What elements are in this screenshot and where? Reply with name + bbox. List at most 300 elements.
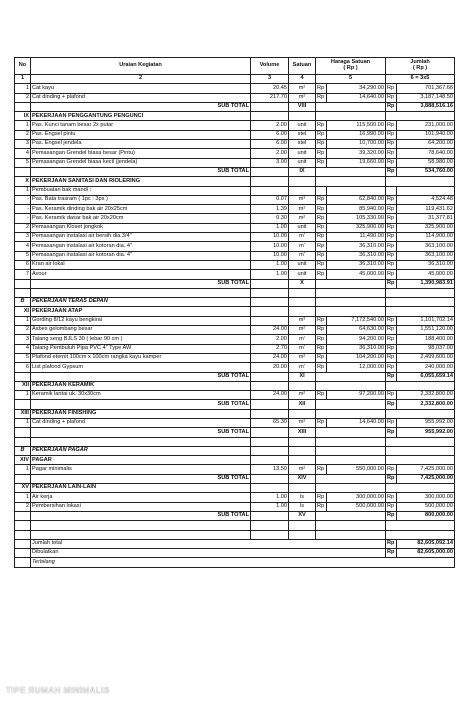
section-unit bbox=[289, 177, 316, 186]
row-price-currency: Rp bbox=[316, 121, 327, 130]
subtotal-no bbox=[15, 167, 31, 176]
subtotal-total: 2,332,800.00 bbox=[397, 400, 455, 409]
table-row bbox=[15, 335, 455, 344]
row-description: Pemasangan Grendel biasa kecil (jendela) bbox=[31, 158, 251, 167]
row-description: Pembersihan lokasi bbox=[31, 502, 251, 511]
header-num-5: 5 bbox=[316, 75, 386, 84]
row-unit-price: 115,500.00 bbox=[327, 121, 386, 130]
header-jumlah-line2: ( Rp ) bbox=[412, 65, 428, 71]
row-volume: 3.00 bbox=[251, 158, 289, 167]
row-description: Keramik lantai uk. 30x30cm bbox=[31, 391, 251, 400]
row-description: Pemasangan Grendel biasa besar (Pintu) bbox=[31, 149, 251, 158]
row-total: 45,000.00 bbox=[397, 270, 455, 279]
table-row bbox=[15, 465, 455, 474]
table-row bbox=[15, 326, 455, 335]
row-no: - bbox=[15, 205, 31, 214]
row-unit-price: 105,330.00 bbox=[327, 214, 386, 223]
row-volume: 10.00 bbox=[251, 251, 289, 260]
table-row bbox=[15, 242, 455, 251]
subtotal-volume bbox=[251, 511, 289, 520]
row-unit: m² bbox=[289, 205, 316, 214]
terbilang-no bbox=[15, 558, 31, 567]
division-unit bbox=[289, 298, 316, 307]
row-description: Talang Pembuluh Pipa PVC 4" Type AW bbox=[31, 344, 251, 353]
division-letter: B bbox=[15, 298, 31, 307]
summary-row bbox=[15, 549, 455, 558]
row-unit-price: 14,640.00 bbox=[327, 93, 386, 102]
row-unit: m² bbox=[289, 353, 316, 362]
row-unit-price: 500,000.00 bbox=[327, 502, 386, 511]
row-volume: 2.70 bbox=[251, 344, 289, 353]
row-total-currency: Rp bbox=[386, 316, 397, 325]
row-unit: m' bbox=[289, 242, 316, 251]
summary-label: Dibulatkan bbox=[31, 549, 386, 558]
subtotal-roman: XII bbox=[289, 400, 316, 409]
row-total: 955,992.00 bbox=[397, 418, 455, 427]
row-description: Cat dinding + plafond bbox=[31, 418, 251, 427]
row-unit: unit bbox=[289, 158, 316, 167]
subtotal-volume bbox=[251, 474, 289, 483]
subtotal-no bbox=[15, 474, 31, 483]
blank-no bbox=[15, 521, 31, 530]
blank-unit bbox=[289, 288, 316, 297]
row-unit: ls bbox=[289, 493, 316, 502]
row-total: 1,551,120.00 bbox=[397, 326, 455, 335]
row-total-currency: Rp bbox=[386, 493, 397, 502]
section-no: XV bbox=[15, 484, 31, 493]
row-total: 231,000.00 bbox=[397, 121, 455, 130]
table-row bbox=[15, 260, 455, 269]
row-total-currency: Rp bbox=[386, 270, 397, 279]
row-description: Kran air lokal bbox=[31, 260, 251, 269]
row-price-currency: Rp bbox=[316, 158, 327, 167]
header-number-row bbox=[15, 75, 455, 84]
subtotal-label: SUB TOTAL bbox=[31, 400, 251, 409]
subtotal-price bbox=[316, 511, 386, 520]
row-price-currency: Rp bbox=[316, 493, 327, 502]
section-title: PEKERJAAN FINISHING bbox=[31, 409, 251, 418]
row-no: 1 bbox=[15, 186, 31, 195]
row-total: 58,980.00 bbox=[397, 158, 455, 167]
row-total: 2,499,600.00 bbox=[397, 353, 455, 362]
row-unit-price: 34,290.00 bbox=[327, 84, 386, 93]
row-unit: unit bbox=[289, 270, 316, 279]
row-price-currency: Rp bbox=[316, 465, 327, 474]
table-row bbox=[15, 418, 455, 427]
subtotal-roman: XI bbox=[289, 372, 316, 381]
row-unit: m² bbox=[289, 214, 316, 223]
subtotal-price bbox=[316, 474, 386, 483]
section-volume bbox=[251, 409, 289, 418]
row-price-currency: Rp bbox=[316, 130, 327, 139]
section-total bbox=[386, 177, 455, 186]
subtotal-no bbox=[15, 372, 31, 381]
blank-no bbox=[15, 530, 31, 539]
subtotal-label: SUB TOTAL bbox=[31, 167, 251, 176]
subtotal-currency: Rp bbox=[386, 167, 397, 176]
summary-row bbox=[15, 539, 455, 548]
subtotal-no bbox=[15, 511, 31, 520]
header-harga-line2: ( Rp ) bbox=[343, 65, 358, 71]
header-harga bbox=[316, 58, 386, 75]
row-unit-price: 36,310.00 bbox=[327, 251, 386, 260]
subtotal-currency: Rp bbox=[386, 400, 397, 409]
row-no: 1 bbox=[15, 84, 31, 93]
row-price-currency: Rp bbox=[316, 326, 327, 335]
division-price bbox=[316, 446, 386, 455]
row-total-currency bbox=[386, 186, 397, 195]
subtotal-volume bbox=[251, 400, 289, 409]
table-row bbox=[15, 344, 455, 353]
row-unit: m' bbox=[289, 251, 316, 260]
row-price-currency: Rp bbox=[316, 391, 327, 400]
row-total-currency: Rp bbox=[386, 84, 397, 93]
division-volume bbox=[251, 446, 289, 455]
table-body bbox=[15, 84, 455, 567]
row-price-currency: Rp bbox=[316, 418, 327, 427]
row-total: 114,900.00 bbox=[397, 233, 455, 242]
row-total: 363,100.00 bbox=[397, 242, 455, 251]
blank-price bbox=[316, 437, 386, 446]
row-description: Talang seng BJLS 30 ( lebar 90 cm ) bbox=[31, 335, 251, 344]
row-total-currency: Rp bbox=[386, 242, 397, 251]
section-no: XIII bbox=[15, 409, 31, 418]
row-no: 6 bbox=[15, 363, 31, 372]
row-unit-price: 550,000.00 bbox=[327, 465, 386, 474]
row-volume: 24.00 bbox=[251, 326, 289, 335]
header-num-1: 1 bbox=[15, 75, 31, 84]
subtotal-row bbox=[15, 372, 455, 381]
row-unit: m² bbox=[289, 326, 316, 335]
table-row bbox=[15, 391, 455, 400]
row-unit: m³ bbox=[289, 316, 316, 325]
row-price-currency: Rp bbox=[316, 251, 327, 260]
section-unit bbox=[289, 484, 316, 493]
row-total: 188,400.00 bbox=[397, 335, 455, 344]
subtotal-currency: Rp bbox=[386, 511, 397, 520]
table-row bbox=[15, 205, 455, 214]
row-description: Pemasangan Kloset jongkok bbox=[31, 223, 251, 232]
subtotal-label: SUB TOTAL bbox=[31, 102, 251, 111]
row-no: 1 bbox=[15, 465, 31, 474]
blank-row bbox=[15, 288, 455, 297]
row-unit: m² bbox=[289, 465, 316, 474]
section-no: XI bbox=[15, 307, 31, 316]
subtotal-label: SUB TOTAL bbox=[31, 279, 251, 288]
blank-description bbox=[31, 437, 251, 446]
section-price bbox=[316, 177, 386, 186]
blank-description bbox=[31, 521, 251, 530]
row-volume: 0.30 bbox=[251, 214, 289, 223]
subtotal-label: SUB TOTAL bbox=[31, 511, 251, 520]
header-jumlah bbox=[386, 58, 455, 75]
header-uraian: Uraian Kegiatan bbox=[31, 58, 251, 75]
row-volume: 10.00 bbox=[251, 242, 289, 251]
row-volume: 20.00 bbox=[251, 363, 289, 372]
row-description: Pas. Bata trasram ( 1pc : 3ps ) bbox=[31, 195, 251, 204]
summary-no bbox=[15, 549, 31, 558]
blank-volume bbox=[251, 288, 289, 297]
summary-label: Jumlah total bbox=[31, 539, 386, 548]
header-num-6: 6 = 3x5 bbox=[386, 75, 455, 84]
division-price bbox=[316, 298, 386, 307]
header-num-3: 3 bbox=[251, 75, 289, 84]
header-row bbox=[15, 58, 455, 75]
row-unit-price: 14,640.00 bbox=[327, 418, 386, 427]
row-no: 1 bbox=[15, 121, 31, 130]
row-total: 78,640.00 bbox=[397, 149, 455, 158]
row-description: Cat dinding + plafond bbox=[31, 93, 251, 102]
section-title: PEKERJAAN LAIN-LAIN bbox=[31, 484, 251, 493]
subtotal-currency: Rp bbox=[386, 102, 397, 111]
row-unit: ls bbox=[289, 502, 316, 511]
row-total-currency: Rp bbox=[386, 195, 397, 204]
row-price-currency: Rp bbox=[316, 214, 327, 223]
row-total-currency: Rp bbox=[386, 93, 397, 102]
row-unit-price: 36,310.00 bbox=[327, 260, 386, 269]
row-total-currency: Rp bbox=[386, 223, 397, 232]
row-unit-price: 12,000.00 bbox=[327, 363, 386, 372]
subtotal-row bbox=[15, 428, 455, 437]
row-unit-price: 45,000.00 bbox=[327, 270, 386, 279]
row-unit: m² bbox=[289, 391, 316, 400]
section-total bbox=[386, 456, 455, 465]
header-harga-line1: Haraga Satuan bbox=[330, 59, 371, 66]
row-no: 4 bbox=[15, 344, 31, 353]
section-price bbox=[316, 112, 386, 121]
row-no: 1 bbox=[15, 391, 31, 400]
row-description: Plafond eternit 100cm x 100cm rangka kayu kamper bbox=[31, 353, 251, 362]
subtotal-price bbox=[316, 428, 386, 437]
section-volume bbox=[251, 112, 289, 121]
row-no: 2 bbox=[15, 130, 31, 139]
division-unit bbox=[289, 446, 316, 455]
row-total-currency: Rp bbox=[386, 251, 397, 260]
summary-total: 82,605,000.00 bbox=[397, 549, 455, 558]
blank-row bbox=[15, 437, 455, 446]
subtotal-roman: XV bbox=[289, 511, 316, 520]
row-volume: 2.00 bbox=[251, 149, 289, 158]
row-no: 1 bbox=[15, 418, 31, 427]
row-description: Pas. Engsel pintu bbox=[31, 130, 251, 139]
row-volume: 10.00 bbox=[251, 233, 289, 242]
table-row bbox=[15, 149, 455, 158]
row-total: 119,431.62 bbox=[397, 205, 455, 214]
section-title: PEKERJAAN PENGGANTUNG PENGUNCI bbox=[31, 112, 251, 121]
row-unit-price: 97,200.00 bbox=[327, 391, 386, 400]
table-row bbox=[15, 353, 455, 362]
table-row bbox=[15, 251, 455, 260]
row-volume: 2.00 bbox=[251, 121, 289, 130]
row-total-currency: Rp bbox=[386, 363, 397, 372]
subtotal-price bbox=[316, 372, 386, 381]
row-unit: stel bbox=[289, 140, 316, 149]
blank-description bbox=[31, 530, 251, 539]
row-total-currency: Rp bbox=[386, 502, 397, 511]
row-no: 3 bbox=[15, 335, 31, 344]
subtotal-total: 1,390,983.91 bbox=[397, 279, 455, 288]
row-no: 1 bbox=[15, 316, 31, 325]
blank-total bbox=[386, 437, 455, 446]
row-description: Asbes gelombang besar bbox=[31, 326, 251, 335]
row-unit: m³ bbox=[289, 195, 316, 204]
subtotal-volume bbox=[251, 102, 289, 111]
terbilang-row bbox=[15, 558, 455, 567]
row-volume: 13.50 bbox=[251, 465, 289, 474]
watermark-text: TIPE RUMAH MINIMALIS bbox=[6, 686, 110, 695]
row-total-currency: Rp bbox=[386, 326, 397, 335]
row-price-currency: Rp bbox=[316, 223, 327, 232]
blank-total bbox=[386, 288, 455, 297]
header-num-2: 2 bbox=[31, 75, 251, 84]
blank-price bbox=[316, 521, 386, 530]
table-row bbox=[15, 140, 455, 149]
row-volume: 6.00 bbox=[251, 140, 289, 149]
subtotal-no bbox=[15, 279, 31, 288]
row-volume: 1.00 bbox=[251, 223, 289, 232]
row-unit-price: 19,660.00 bbox=[327, 158, 386, 167]
row-no: 5 bbox=[15, 353, 31, 362]
row-unit: m' bbox=[289, 335, 316, 344]
row-no: 7 bbox=[15, 270, 31, 279]
section-price bbox=[316, 456, 386, 465]
subtotal-total: 955,992.00 bbox=[397, 428, 455, 437]
section-volume bbox=[251, 484, 289, 493]
row-total: 101,940.00 bbox=[397, 130, 455, 139]
section-unit bbox=[289, 307, 316, 316]
row-total-currency: Rp bbox=[386, 158, 397, 167]
subtotal-roman: XIII bbox=[289, 428, 316, 437]
row-unit: m² bbox=[289, 418, 316, 427]
row-no: - bbox=[15, 195, 31, 204]
row-price-currency: Rp bbox=[316, 195, 327, 204]
row-unit-price: 300,000.00 bbox=[327, 493, 386, 502]
row-total-currency: Rp bbox=[386, 335, 397, 344]
row-price-currency: Rp bbox=[316, 84, 327, 93]
row-unit-price: 325,900.00 bbox=[327, 223, 386, 232]
section-total bbox=[386, 381, 455, 390]
row-unit: unit bbox=[289, 149, 316, 158]
subtotal-no bbox=[15, 428, 31, 437]
header-satuan: Satuan bbox=[289, 58, 316, 75]
blank-no bbox=[15, 437, 31, 446]
header-volume: Volume bbox=[251, 58, 289, 75]
row-volume: 24.00 bbox=[251, 391, 289, 400]
row-price-currency: Rp bbox=[316, 363, 327, 372]
row-volume: 1.00 bbox=[251, 270, 289, 279]
section-price bbox=[316, 307, 386, 316]
division-letter: B bbox=[15, 446, 31, 455]
row-unit-price bbox=[327, 186, 386, 195]
row-total: 36,310.00 bbox=[397, 260, 455, 269]
row-description: Pembuatan bak mandi : bbox=[31, 186, 251, 195]
row-price-currency: Rp bbox=[316, 270, 327, 279]
row-unit: stel bbox=[289, 130, 316, 139]
table-row bbox=[15, 233, 455, 242]
row-unit-price: 11,490.00 bbox=[327, 233, 386, 242]
section-price bbox=[316, 409, 386, 418]
row-total-currency: Rp bbox=[386, 391, 397, 400]
row-volume: 1.00 bbox=[251, 493, 289, 502]
row-no: 2 bbox=[15, 326, 31, 335]
division-total bbox=[386, 446, 455, 455]
row-unit-price: 7,172,540.00 bbox=[327, 316, 386, 325]
row-no: 6 bbox=[15, 260, 31, 269]
subtotal-volume bbox=[251, 428, 289, 437]
subtotal-price bbox=[316, 279, 386, 288]
section-header-row bbox=[15, 456, 455, 465]
row-unit-price: 10,700.00 bbox=[327, 140, 386, 149]
division-volume bbox=[251, 298, 289, 307]
section-unit bbox=[289, 112, 316, 121]
row-unit-price: 36,310.00 bbox=[327, 344, 386, 353]
summary-no bbox=[15, 539, 31, 548]
section-title: PEKERJAAN KERAMIK bbox=[31, 381, 251, 390]
summary-currency: Rp bbox=[386, 539, 397, 548]
table-row bbox=[15, 270, 455, 279]
row-total: 300,000.00 bbox=[397, 493, 455, 502]
row-description: Pagar minimalis bbox=[31, 465, 251, 474]
subtotal-volume bbox=[251, 167, 289, 176]
subtotal-row bbox=[15, 167, 455, 176]
section-unit bbox=[289, 409, 316, 418]
row-price-currency: Rp bbox=[316, 316, 327, 325]
subtotal-volume bbox=[251, 372, 289, 381]
table-row bbox=[15, 316, 455, 325]
row-unit: unit bbox=[289, 260, 316, 269]
subtotal-price bbox=[316, 102, 386, 111]
row-volume: 2.00 bbox=[251, 335, 289, 344]
subtotal-row bbox=[15, 474, 455, 483]
subtotal-currency: Rp bbox=[386, 428, 397, 437]
row-unit: unit bbox=[289, 223, 316, 232]
row-volume bbox=[251, 186, 289, 195]
row-total bbox=[397, 186, 455, 195]
section-header-row bbox=[15, 409, 455, 418]
section-volume bbox=[251, 381, 289, 390]
row-total-currency: Rp bbox=[386, 418, 397, 427]
table-row bbox=[15, 363, 455, 372]
row-unit-price: 62,840.00 bbox=[327, 195, 386, 204]
subtotal-total: 6,055,659.14 bbox=[397, 372, 455, 381]
row-total-currency: Rp bbox=[386, 465, 397, 474]
subtotal-label: SUB TOTAL bbox=[31, 428, 251, 437]
section-header-row bbox=[15, 177, 455, 186]
row-no: 3 bbox=[15, 140, 31, 149]
row-description: Pemasangan instalasi air bersih dia.3/4" bbox=[31, 233, 251, 242]
header-no: No bbox=[15, 58, 31, 75]
subtotal-volume bbox=[251, 279, 289, 288]
row-total-currency: Rp bbox=[386, 130, 397, 139]
row-total: 64,200.00 bbox=[397, 140, 455, 149]
row-total-currency: Rp bbox=[386, 353, 397, 362]
row-description: Cat kayu bbox=[31, 84, 251, 93]
row-total: 1,101,702.14 bbox=[397, 316, 455, 325]
row-total: 325,900.00 bbox=[397, 223, 455, 232]
row-total: 240,000.00 bbox=[397, 363, 455, 372]
section-unit bbox=[289, 456, 316, 465]
row-total: 500,000.00 bbox=[397, 502, 455, 511]
table-row bbox=[15, 130, 455, 139]
subtotal-total: 800,000.00 bbox=[397, 511, 455, 520]
row-price-currency: Rp bbox=[316, 93, 327, 102]
row-total: 31,377.81 bbox=[397, 214, 455, 223]
summary-currency: Rp bbox=[386, 549, 397, 558]
row-volume: 20.45 bbox=[251, 84, 289, 93]
row-unit bbox=[289, 186, 316, 195]
section-title: PEKERJAAN ATAP bbox=[31, 307, 251, 316]
row-no: 3 bbox=[15, 233, 31, 242]
